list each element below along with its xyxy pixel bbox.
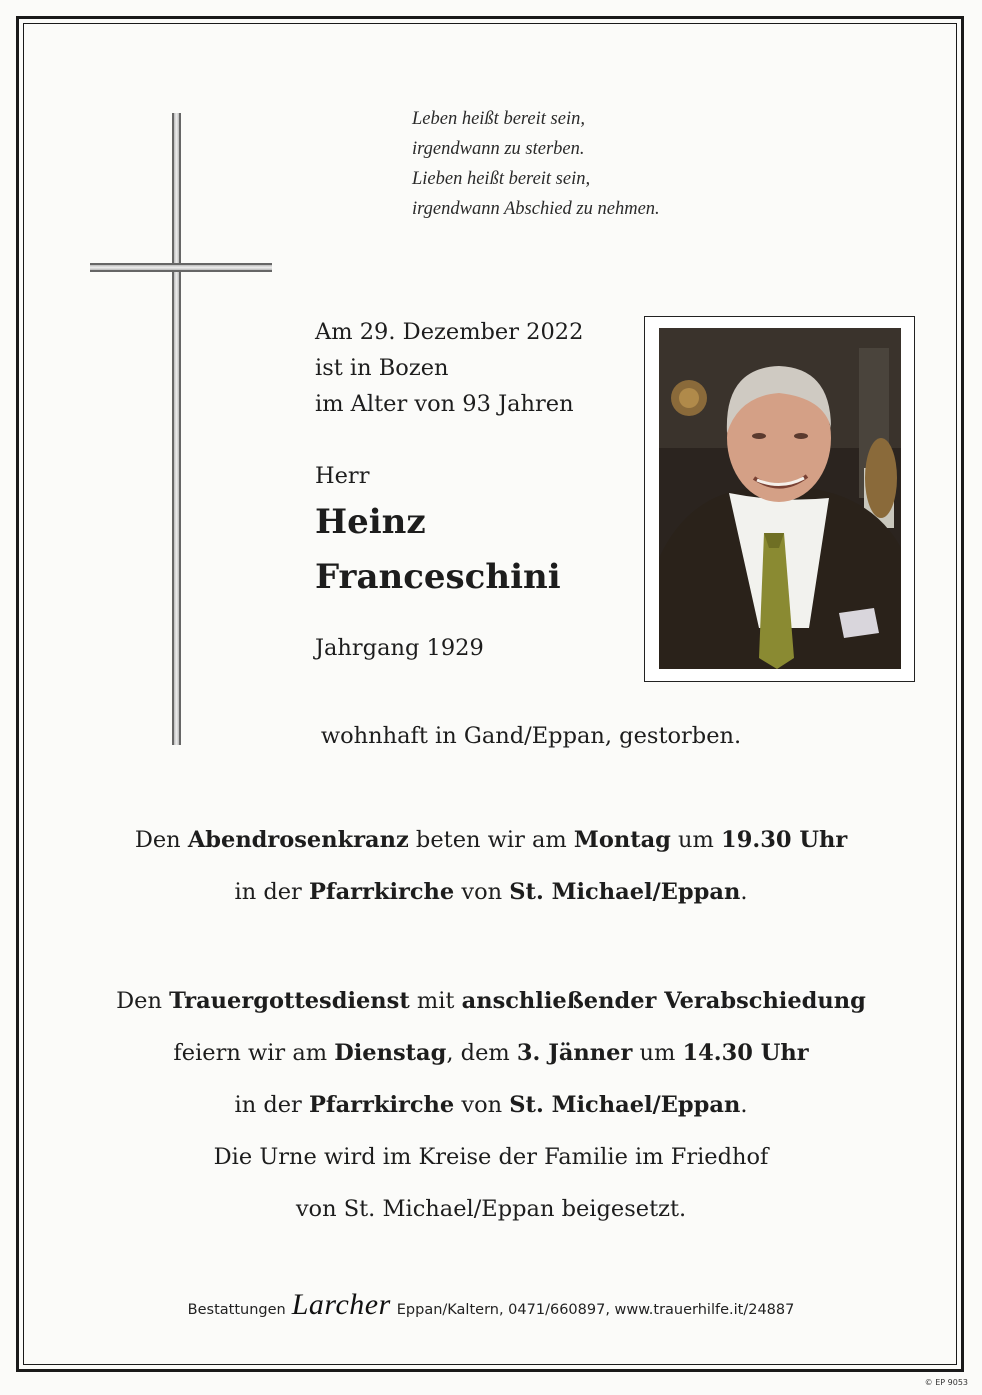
first-name: Heinz [315,502,426,542]
cross-horizontal-bar [90,263,272,272]
intro-line: ist in Bozen [315,355,449,381]
deceased-name [315,495,561,605]
bold-text: Pfarrkirche [308,879,455,905]
bold-text: Dienstag [334,1040,447,1066]
rosary-line-1 [0,814,982,866]
text: feiern wir am [173,1040,335,1066]
quote-line: Leben heißt bereit sein, [412,109,585,129]
text: mit [409,988,462,1014]
text: in der [234,1092,309,1118]
residence-line: wohnhaft in Gand/Eppan, gestorben. [320,723,742,749]
funeral-service-info [0,975,982,1235]
portrait-illustration [659,328,901,669]
rosary-line-2 [0,866,982,918]
footer-contact: Eppan/Kaltern, 0471/660897, www.trauerhilfe.it/24887 [396,1302,795,1318]
bold-text: Montag [573,827,671,853]
intro-line: Am 29. Dezember 2022 [315,319,584,345]
birth-year: Jahrgang 1929 [315,635,484,661]
quote-line: irgendwann Abschied zu nehmen. [412,199,660,219]
bold-text: Trauergottesdienst [169,988,410,1014]
text: von [454,1092,510,1118]
text: Den [116,988,170,1014]
footer-prefix: Bestattungen [187,1302,286,1318]
text: Den [134,827,188,853]
bold-text: 3. Jänner [516,1040,633,1066]
last-name: Franceschini [315,557,561,597]
bold-text: anschließender Verabschiedung [461,988,866,1014]
service-line-4: Die Urne wird im Kreise der Familie im Friedhof [213,1144,769,1170]
service-line-2 [0,1027,982,1079]
quote-line: irgendwann zu sterben. [412,139,585,159]
service-line-5: von St. Michael/Eppan beigesetzt. [295,1196,687,1222]
quote-line: Lieben heißt bereit sein, [412,169,591,189]
cross-vertical-bar [172,113,181,745]
text: , dem [446,1040,517,1066]
text: . [740,879,748,905]
text: um [670,827,722,853]
bold-text: Pfarrkirche [308,1092,455,1118]
bold-text: Abendrosenkranz [187,827,409,853]
bold-text: St. Michael/Eppan [509,1092,741,1118]
salutation: Herr [315,463,370,489]
text: in der [234,879,309,905]
portrait-photo [659,328,901,669]
bold-text: 19.30 Uhr [721,827,848,853]
funeral-home-logo: Larcher [291,1288,391,1321]
service-line-3 [0,1079,982,1131]
print-code: © EP 9053 [924,1378,968,1387]
funeral-home-footer [0,1288,982,1322]
memorial-quote [412,104,832,224]
death-announcement-intro [315,314,645,422]
intro-line: im Alter von 93 Jahren [315,391,574,417]
rosary-info [0,814,982,918]
text: . [740,1092,748,1118]
bold-text: 14.30 Uhr [682,1040,809,1066]
text: beten wir am [408,827,574,853]
service-line-1 [0,975,982,1027]
text: um [632,1040,683,1066]
text: von [454,879,510,905]
bold-text: St. Michael/Eppan [509,879,741,905]
